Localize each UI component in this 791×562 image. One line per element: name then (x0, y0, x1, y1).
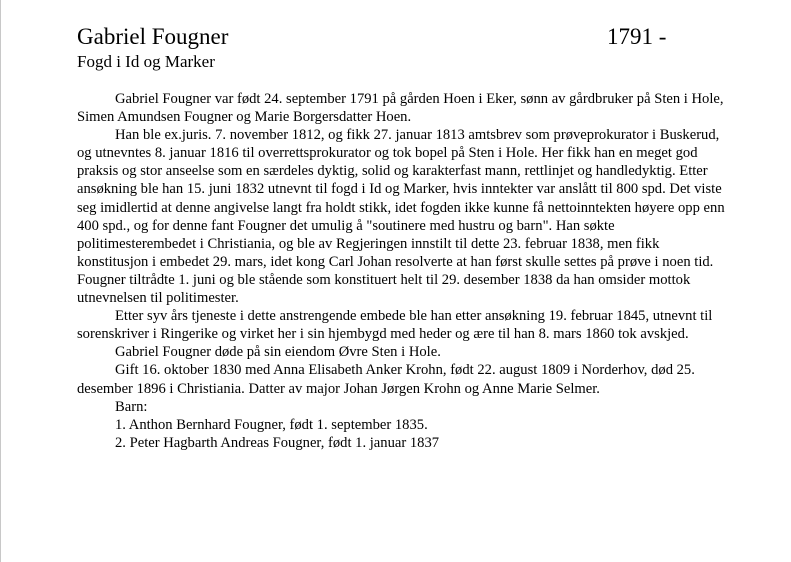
paragraph-sorenskriver: Etter syv års tjeneste i dette anstrengende embede ble han etter ansøkning 19. februar 1845, utnevnt til sorenskriver i Ringerike og virket her i sin hjembygd med heder og ære til han 8. mars 1860 tok avskjed. (77, 308, 713, 343)
page-edge-rule (0, 0, 1, 562)
document-title: Gabriel Fougner (77, 24, 229, 49)
children-heading: Barn: (115, 398, 148, 415)
document-body (77, 90, 725, 452)
document-page (77, 24, 727, 452)
document-subtitle: Fogd i Id og Marker (77, 52, 215, 71)
paragraph-marriage: Gift 16. oktober 1830 med Anna Elisabeth Anker Krohn, født 22. august 1809 i Norderhov, død 25. desember 1896 i Christiania. Datter av major Johan Jørgen Krohn og Anne Marie Selmer. (77, 362, 695, 397)
child-list-item: 1. Anthon Bernhard Fougner, født 1. september 1835. (115, 416, 428, 433)
paragraph-career: Han ble ex.juris. 7. november 1812, og fikk 27. januar 1813 amtsbrev som prøveprokurator i Buskerud, og utnevntes 8. januar 1816 til overrettsprokurator og tok bopel på Sten i Hole. Her fikk han en meget god praksis og stor anseelse som en særdeles dyktig, solid og karakterfast mann, rettlinjet og handledyktig. Etter ansøkning ble han 15. juni 1832 utnevnt til fogd i Id og Marker, hvis inntekter var anslått til 800 spd. Det viste seg imidlertid at denne angivelse langt fra holdt stikk, idet fogden ikke kunne få nettoinntekten høyere opp enn 400 spd., og for denne fant Fougner det umulig å "soutinere med hustru og barn". Han søkte politimesterembedet i Christiania, og ble av Regjeringen innstilt til dette 23. februar 1838, men fikk konstitusjon i embedet 29. mars, idet kong Carl Johan resolverte at han først skulle settes på prøve i noen tid. Fougner tiltrådte 1. juni og ble stående som konstituert helt til 29. desember 1838 da han omsider mottok utnevnelsen til politimester. (77, 127, 725, 307)
document-header (77, 24, 727, 52)
child-list-item: 2. Peter Hagbarth Andreas Fougner, født 1. januar 1837 (115, 434, 440, 451)
document-years: 1791 - (607, 24, 667, 49)
paragraph-death: Gabriel Fougner døde på sin eiendom Øvre Sten i Hole. (115, 344, 441, 361)
paragraph-birth: Gabriel Fougner var født 24. september 1791 på gården Hoen i Eker, sønn av gårdbruker på Sten i Hole, Simen Amundsen Fougner og Marie Borgersdatter Hoen. (77, 91, 724, 126)
